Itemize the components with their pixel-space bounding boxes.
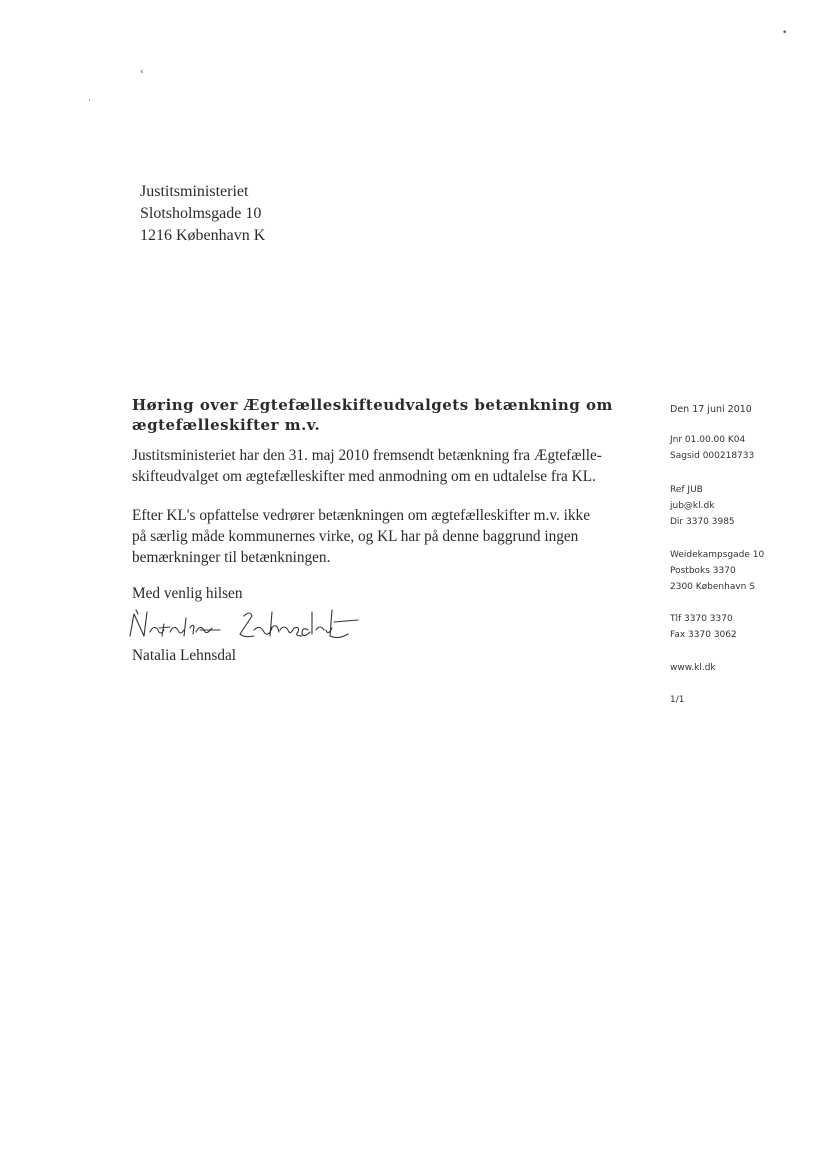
body-paragraph-1 [132,445,632,487]
case-id: Sagsid 000218733 [670,451,755,461]
letter-subject [132,395,622,435]
contact-reference-block [670,482,735,530]
fax-number: Fax 3370 3062 [670,630,737,640]
recipient-name: Justitsministeriet [140,183,249,200]
recipient-address [140,181,265,247]
body-line: skifteudvalget om ægtefælleskifter med anmodning om en udtalelse fra KL. [132,468,596,485]
signer-name: Natalia Lehnsdal [132,647,237,664]
letter-date: Den 17 juni 2010 [670,404,752,415]
phone-block [670,611,737,643]
page-number: 1/1 [670,695,685,705]
case-reference-block [670,432,754,464]
direct-phone: Dir 3370 3985 [670,517,735,527]
body-paragraph-2 [132,505,632,568]
handwritten-signature [126,606,396,646]
subject-line-1: Høring over Ægtefælleskifteudvalgets betænkning om [132,396,613,414]
recipient-city: 1216 København K [140,227,266,244]
body-line: Efter KL's opfattelse vedrører betænkningen om ægtefælleskifter m.v. ikke [132,507,590,524]
sender-city: 2300 København S [670,582,755,592]
contact-email: jub@kl.dk [670,501,715,511]
sender-address-block [670,547,764,595]
reference-initials: Ref JUB [670,485,703,495]
scan-mark: ‹ [140,67,144,77]
body-line: bemærkninger til betænkningen. [132,549,331,566]
closing-greeting: Med venlig hilsen [132,585,243,602]
body-line: på særlig måde kommunernes virke, og KL har på denne baggrund ingen [132,528,579,545]
website: www.kl.dk [670,663,716,673]
scan-mark: · [88,96,91,106]
journal-number: Jnr 01.00.00 K04 [670,435,746,445]
subject-line-2: ægtefælleskifter m.v. [132,416,321,434]
phone-number: Tlf 3370 3370 [670,614,733,624]
recipient-street: Slotsholmsgade 10 [140,205,262,222]
sender-street: Weidekampsgade 10 [670,550,765,560]
scan-mark: • [782,28,788,38]
body-line: Justitsministeriet har den 31. maj 2010 fremsendt betænkning fra Ægtefælle- [132,447,602,464]
sender-postbox: Postboks 3370 [670,566,736,576]
